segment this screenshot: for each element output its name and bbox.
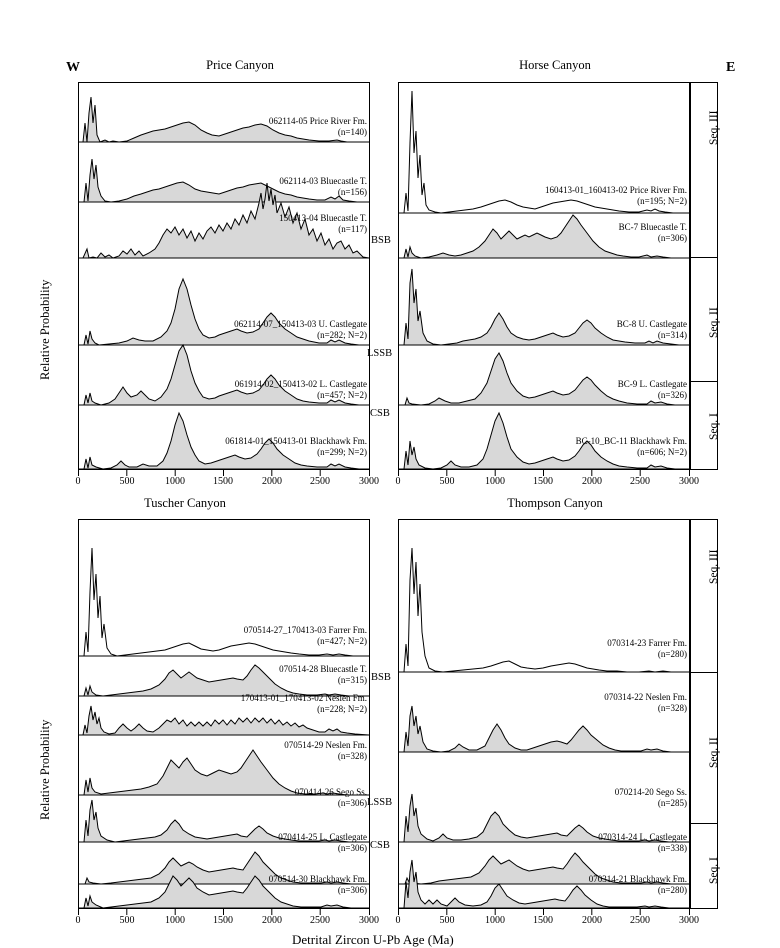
- sample-label: [525, 874, 687, 895]
- x-tick-label: 2500: [310, 476, 330, 487]
- sample-label: [175, 379, 367, 400]
- sample-count: (n=280): [657, 884, 687, 895]
- panel-title-price-canyon: Price Canyon: [206, 58, 274, 72]
- x-tick-label: 2500: [630, 915, 650, 926]
- sample-label: [195, 213, 367, 234]
- x-tick-label: 3000: [359, 915, 379, 926]
- sample-name: 061814-01_150413-01 Blackhawk Fm.: [225, 436, 367, 446]
- boundary-label-lssb-top: LSSB: [367, 348, 393, 359]
- sequence-divider: [690, 257, 718, 258]
- sequence-divider: [690, 381, 718, 382]
- sample-count: (n=306): [337, 842, 367, 853]
- sample-count: (n=195; N=2): [637, 195, 687, 206]
- sequence-label-seq3-top: Seq. III: [708, 110, 720, 145]
- sample-label: [195, 787, 367, 808]
- sample-label: [525, 832, 687, 853]
- x-tick-label: 0: [395, 476, 401, 487]
- boundary-label-bsb-bottom: BSB: [371, 672, 391, 683]
- sample-name: 061914-02_150413-02 L. Castlegate: [234, 379, 367, 389]
- boundary-label-csb-bottom: CSB: [370, 840, 390, 851]
- x-tick-label: 3000: [679, 476, 699, 487]
- sample-label: [195, 832, 367, 853]
- x-axis-label: Detrital Zircon U-Pb Age (Ma): [292, 932, 454, 947]
- sample-count: (n=457; N=2): [317, 389, 367, 400]
- sample-label: [175, 625, 367, 646]
- sample-count: (n=156): [337, 186, 367, 197]
- x-tick-label: 0: [395, 915, 401, 926]
- sample-count: (n=282; N=2): [317, 329, 367, 340]
- panel-title-horse-canyon: Horse Canyon: [519, 58, 591, 72]
- x-tick-label: 2000: [262, 476, 282, 487]
- x-tick-label: 500: [439, 915, 455, 926]
- sample-name: 070314-24 L. Castlegate: [598, 832, 687, 842]
- x-tick-label: 500: [439, 476, 455, 487]
- sample-name: BC-10_BC-11 Blackhawk Fm.: [575, 436, 687, 446]
- sample-name: BC-7 Bluecastle T.: [618, 222, 687, 232]
- x-tick-label: 500: [119, 476, 135, 487]
- sample-name: 070314-23 Farrer Fm.: [607, 638, 687, 648]
- x-tick-label: 2500: [630, 476, 650, 487]
- boundary-label-csb-top: CSB: [370, 408, 390, 419]
- sample-name: 070514-27_170413-03 Farrer Fm.: [243, 625, 367, 635]
- sample-count: (n=299; N=2): [317, 446, 367, 457]
- sample-label: [525, 787, 687, 808]
- sequence-divider: [690, 672, 718, 673]
- trace-group-horse-canyon: [399, 83, 689, 469]
- sample-name: 070514-30 Blackhawk Fm.: [268, 874, 367, 884]
- x-tick-label: 1500: [213, 476, 233, 487]
- x-tick-label: 2000: [262, 915, 282, 926]
- sample-count: (n=280): [657, 648, 687, 659]
- sequence-label-seq1-top: Seq. I: [708, 413, 720, 440]
- sequence-label-seq2-bottom: Seq. II: [708, 737, 720, 768]
- sample-name: 062114-03 Bluecastle T.: [279, 176, 367, 186]
- sample-name: 070314-21 Blackhawk Fm.: [588, 874, 687, 884]
- sample-label: [195, 176, 367, 197]
- sequence-label-seq1-bottom: Seq. I: [708, 857, 720, 884]
- sample-name: 160413-01_160413-02 Price River Fm.: [545, 185, 687, 195]
- sample-label: [195, 116, 367, 137]
- sequence-label-seq3-bottom: Seq. III: [708, 549, 720, 584]
- sample-label: [525, 379, 687, 400]
- x-tick-label: 3000: [679, 915, 699, 926]
- sample-label: [525, 222, 687, 243]
- sample-count: (n=328): [337, 750, 367, 761]
- sample-name: 150413-04 Bluecastle T.: [279, 213, 367, 223]
- sample-name: BC-9 L. Castlegate: [617, 379, 687, 389]
- sample-label: [525, 692, 687, 713]
- x-tick-label: 0: [75, 915, 81, 926]
- sample-count: (n=314): [657, 329, 687, 340]
- sample-name: 070314-22 Neslen Fm.: [604, 692, 687, 702]
- sample-name: 070514-28 Bluecastle T.: [279, 664, 367, 674]
- boundary-label-lssb-bottom: LSSB: [367, 797, 393, 808]
- sample-name: 070214-20 Sego Ss.: [614, 787, 687, 797]
- sample-count: (n=315): [337, 674, 367, 685]
- trace-group-price-canyon: [79, 83, 369, 469]
- x-tick-label: 1500: [533, 476, 553, 487]
- y-axis-label-top: Relative Probability: [38, 279, 52, 380]
- sample-label: [505, 436, 687, 457]
- x-tick-label: 0: [75, 476, 81, 487]
- sample-label: [525, 319, 687, 340]
- sample-count: (n=427; N=2): [317, 635, 367, 646]
- west-label: W: [66, 60, 80, 75]
- sample-count: (n=117): [338, 223, 367, 234]
- sample-name: 070514-29 Neslen Fm.: [284, 740, 367, 750]
- x-tick-label: 1500: [533, 915, 553, 926]
- y-axis-label-bottom: Relative Probability: [38, 719, 52, 820]
- sample-label: [175, 436, 367, 457]
- x-tick-label: 2000: [582, 915, 602, 926]
- sample-name: 070414-25 L. Castlegate: [278, 832, 367, 842]
- east-label: E: [726, 60, 736, 75]
- sample-label: [195, 874, 367, 895]
- sample-name: 070414-26 Sego Ss.: [294, 787, 367, 797]
- x-tick-label: 1000: [485, 476, 505, 487]
- sample-label: [175, 693, 367, 714]
- sample-label: [505, 185, 687, 206]
- x-tick-label: 1000: [165, 476, 185, 487]
- x-tick-label: 1000: [485, 915, 505, 926]
- sample-count: (n=338): [657, 842, 687, 853]
- sample-count: (n=328): [657, 702, 687, 713]
- sample-name: BC-8 U. Castlegate: [616, 319, 687, 329]
- sample-label: [195, 740, 367, 761]
- panel-title-thompson-canyon: Thompson Canyon: [507, 496, 603, 510]
- x-tick-label: 1000: [165, 915, 185, 926]
- sample-name: 062114-07_150413-03 U. Castlegate: [234, 319, 367, 329]
- sample-name: 062114-05 Price River Fm.: [268, 116, 367, 126]
- sample-count: (n=326): [657, 389, 687, 400]
- sample-count: (n=285): [657, 797, 687, 808]
- sequence-label-seq2-top: Seq. II: [708, 307, 720, 338]
- sample-count: (n=306): [657, 232, 687, 243]
- sample-count: (n=140): [337, 126, 367, 137]
- x-tick-label: 500: [119, 915, 135, 926]
- x-tick-label: 3000: [359, 476, 379, 487]
- sample-name: 170413-01_170413-02 Neslen Fm.: [240, 693, 367, 703]
- sample-label: [195, 664, 367, 685]
- boundary-label-bsb-top: BSB: [371, 235, 391, 246]
- sample-count: (n=306): [337, 884, 367, 895]
- x-tick-label: 2000: [582, 476, 602, 487]
- sample-label: [525, 638, 687, 659]
- sample-label: [175, 319, 367, 340]
- sample-count: (n=606; N=2): [637, 446, 687, 457]
- sequence-divider: [690, 823, 718, 824]
- x-tick-label: 2500: [310, 915, 330, 926]
- sample-count: (n=228; N=2): [317, 703, 367, 714]
- sample-count: (n=306): [337, 797, 367, 808]
- panel-title-tuscher-canyon: Tuscher Canyon: [144, 496, 226, 510]
- x-tick-label: 1500: [213, 915, 233, 926]
